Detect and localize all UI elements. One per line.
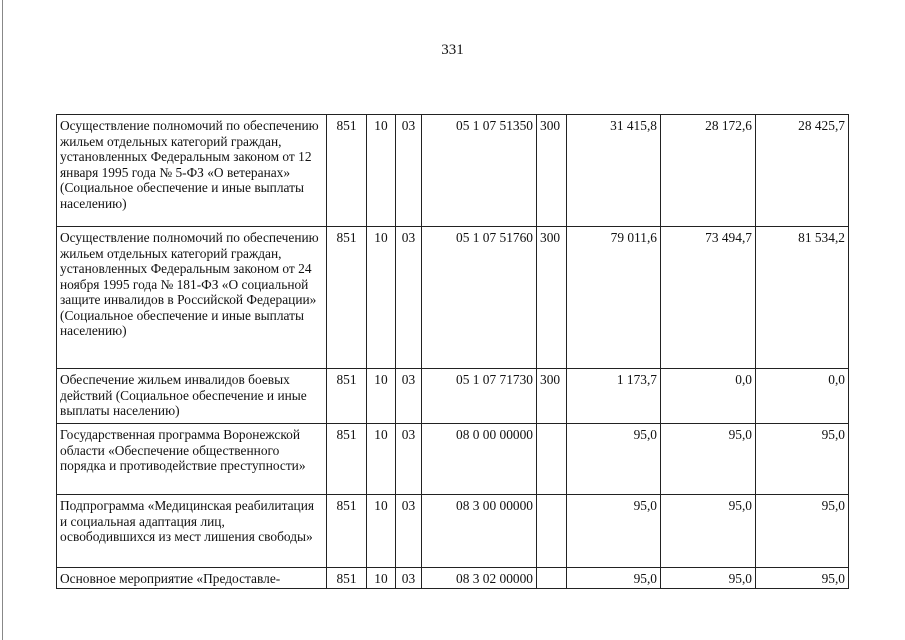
cell-rz: 10 <box>367 568 396 589</box>
scan-edge-line <box>2 0 3 640</box>
cell-name: Государственная программа Воронежской области «Обеспечение общественного порядка и противодействие преступности» <box>57 424 327 495</box>
cell-pr: 03 <box>396 115 422 227</box>
cell-grbs: 851 <box>327 568 367 589</box>
cell-sum-1: 95,0 <box>567 568 661 589</box>
cell-grbs: 851 <box>327 369 367 424</box>
cell-csr: 05 1 07 71730 <box>422 369 537 424</box>
cell-sum-2: 95,0 <box>661 424 756 495</box>
cell-sum-1: 79 011,6 <box>567 227 661 369</box>
table-row <box>57 424 849 495</box>
cell-grbs: 851 <box>327 424 367 495</box>
cell-grbs: 851 <box>327 115 367 227</box>
cell-sum-3: 95,0 <box>756 424 849 495</box>
cell-sum-2: 28 172,6 <box>661 115 756 227</box>
cell-vr <box>537 424 567 495</box>
table-row <box>57 227 849 369</box>
cell-csr: 08 3 00 00000 <box>422 495 537 568</box>
table-row <box>57 495 849 568</box>
cell-vr: 300 <box>537 369 567 424</box>
cell-rz: 10 <box>367 115 396 227</box>
cell-sum-1: 95,0 <box>567 424 661 495</box>
cell-sum-2: 73 494,7 <box>661 227 756 369</box>
cell-sum-1: 31 415,8 <box>567 115 661 227</box>
cell-name: Обеспечение жильем инвалидов боевых действий (Социальное обеспечение и иные выплаты населению) <box>57 369 327 424</box>
cell-sum-2: 0,0 <box>661 369 756 424</box>
cell-rz: 10 <box>367 424 396 495</box>
cell-sum-3: 0,0 <box>756 369 849 424</box>
cell-sum-3: 95,0 <box>756 495 849 568</box>
cell-pr: 03 <box>396 495 422 568</box>
cell-csr: 08 0 00 00000 <box>422 424 537 495</box>
cell-rz: 10 <box>367 227 396 369</box>
budget-table <box>56 114 849 589</box>
cell-grbs: 851 <box>327 227 367 369</box>
cell-name: Основное мероприятие «Предоставле- <box>57 568 327 589</box>
page-number: 331 <box>441 42 464 58</box>
cell-vr <box>537 568 567 589</box>
cell-sum-3: 81 534,2 <box>756 227 849 369</box>
table-row <box>57 568 849 589</box>
cell-pr: 03 <box>396 568 422 589</box>
cell-sum-3: 95,0 <box>756 568 849 589</box>
cell-sum-1: 95,0 <box>567 495 661 568</box>
cell-pr: 03 <box>396 424 422 495</box>
cell-pr: 03 <box>396 227 422 369</box>
cell-sum-3: 28 425,7 <box>756 115 849 227</box>
cell-vr: 300 <box>537 115 567 227</box>
table-row <box>57 369 849 424</box>
cell-name: Осуществление полномочий по обеспечению жильем отдельных категорий граждан, установленных Федеральным законом от 24 ноября 1995 года № 181-ФЗ «О социальной защите инвалидов в Российской Федерации» (Социальное обеспечение и иные выплаты населению) <box>57 227 327 369</box>
cell-rz: 10 <box>367 495 396 568</box>
cell-csr: 05 1 07 51760 <box>422 227 537 369</box>
cell-sum-1: 1 173,7 <box>567 369 661 424</box>
cell-name: Осуществление полномочий по обеспечению жильем отдельных категорий граждан, установленных Федеральным законом от 12 января 1995 года № 5-ФЗ «О ветеранах» (Социальное обеспечение и иные выплаты населению) <box>57 115 327 227</box>
cell-pr: 03 <box>396 369 422 424</box>
cell-csr: 05 1 07 51350 <box>422 115 537 227</box>
cell-rz: 10 <box>367 369 396 424</box>
cell-sum-2: 95,0 <box>661 495 756 568</box>
cell-csr: 08 3 02 00000 <box>422 568 537 589</box>
cell-vr <box>537 495 567 568</box>
cell-vr: 300 <box>537 227 567 369</box>
cell-sum-2: 95,0 <box>661 568 756 589</box>
cell-name: Подпрограмма «Медицинская реабилитация и социальная адаптация лиц, освободившихся из мест лишения свободы» <box>57 495 327 568</box>
cell-grbs: 851 <box>327 495 367 568</box>
table-row <box>57 115 849 227</box>
